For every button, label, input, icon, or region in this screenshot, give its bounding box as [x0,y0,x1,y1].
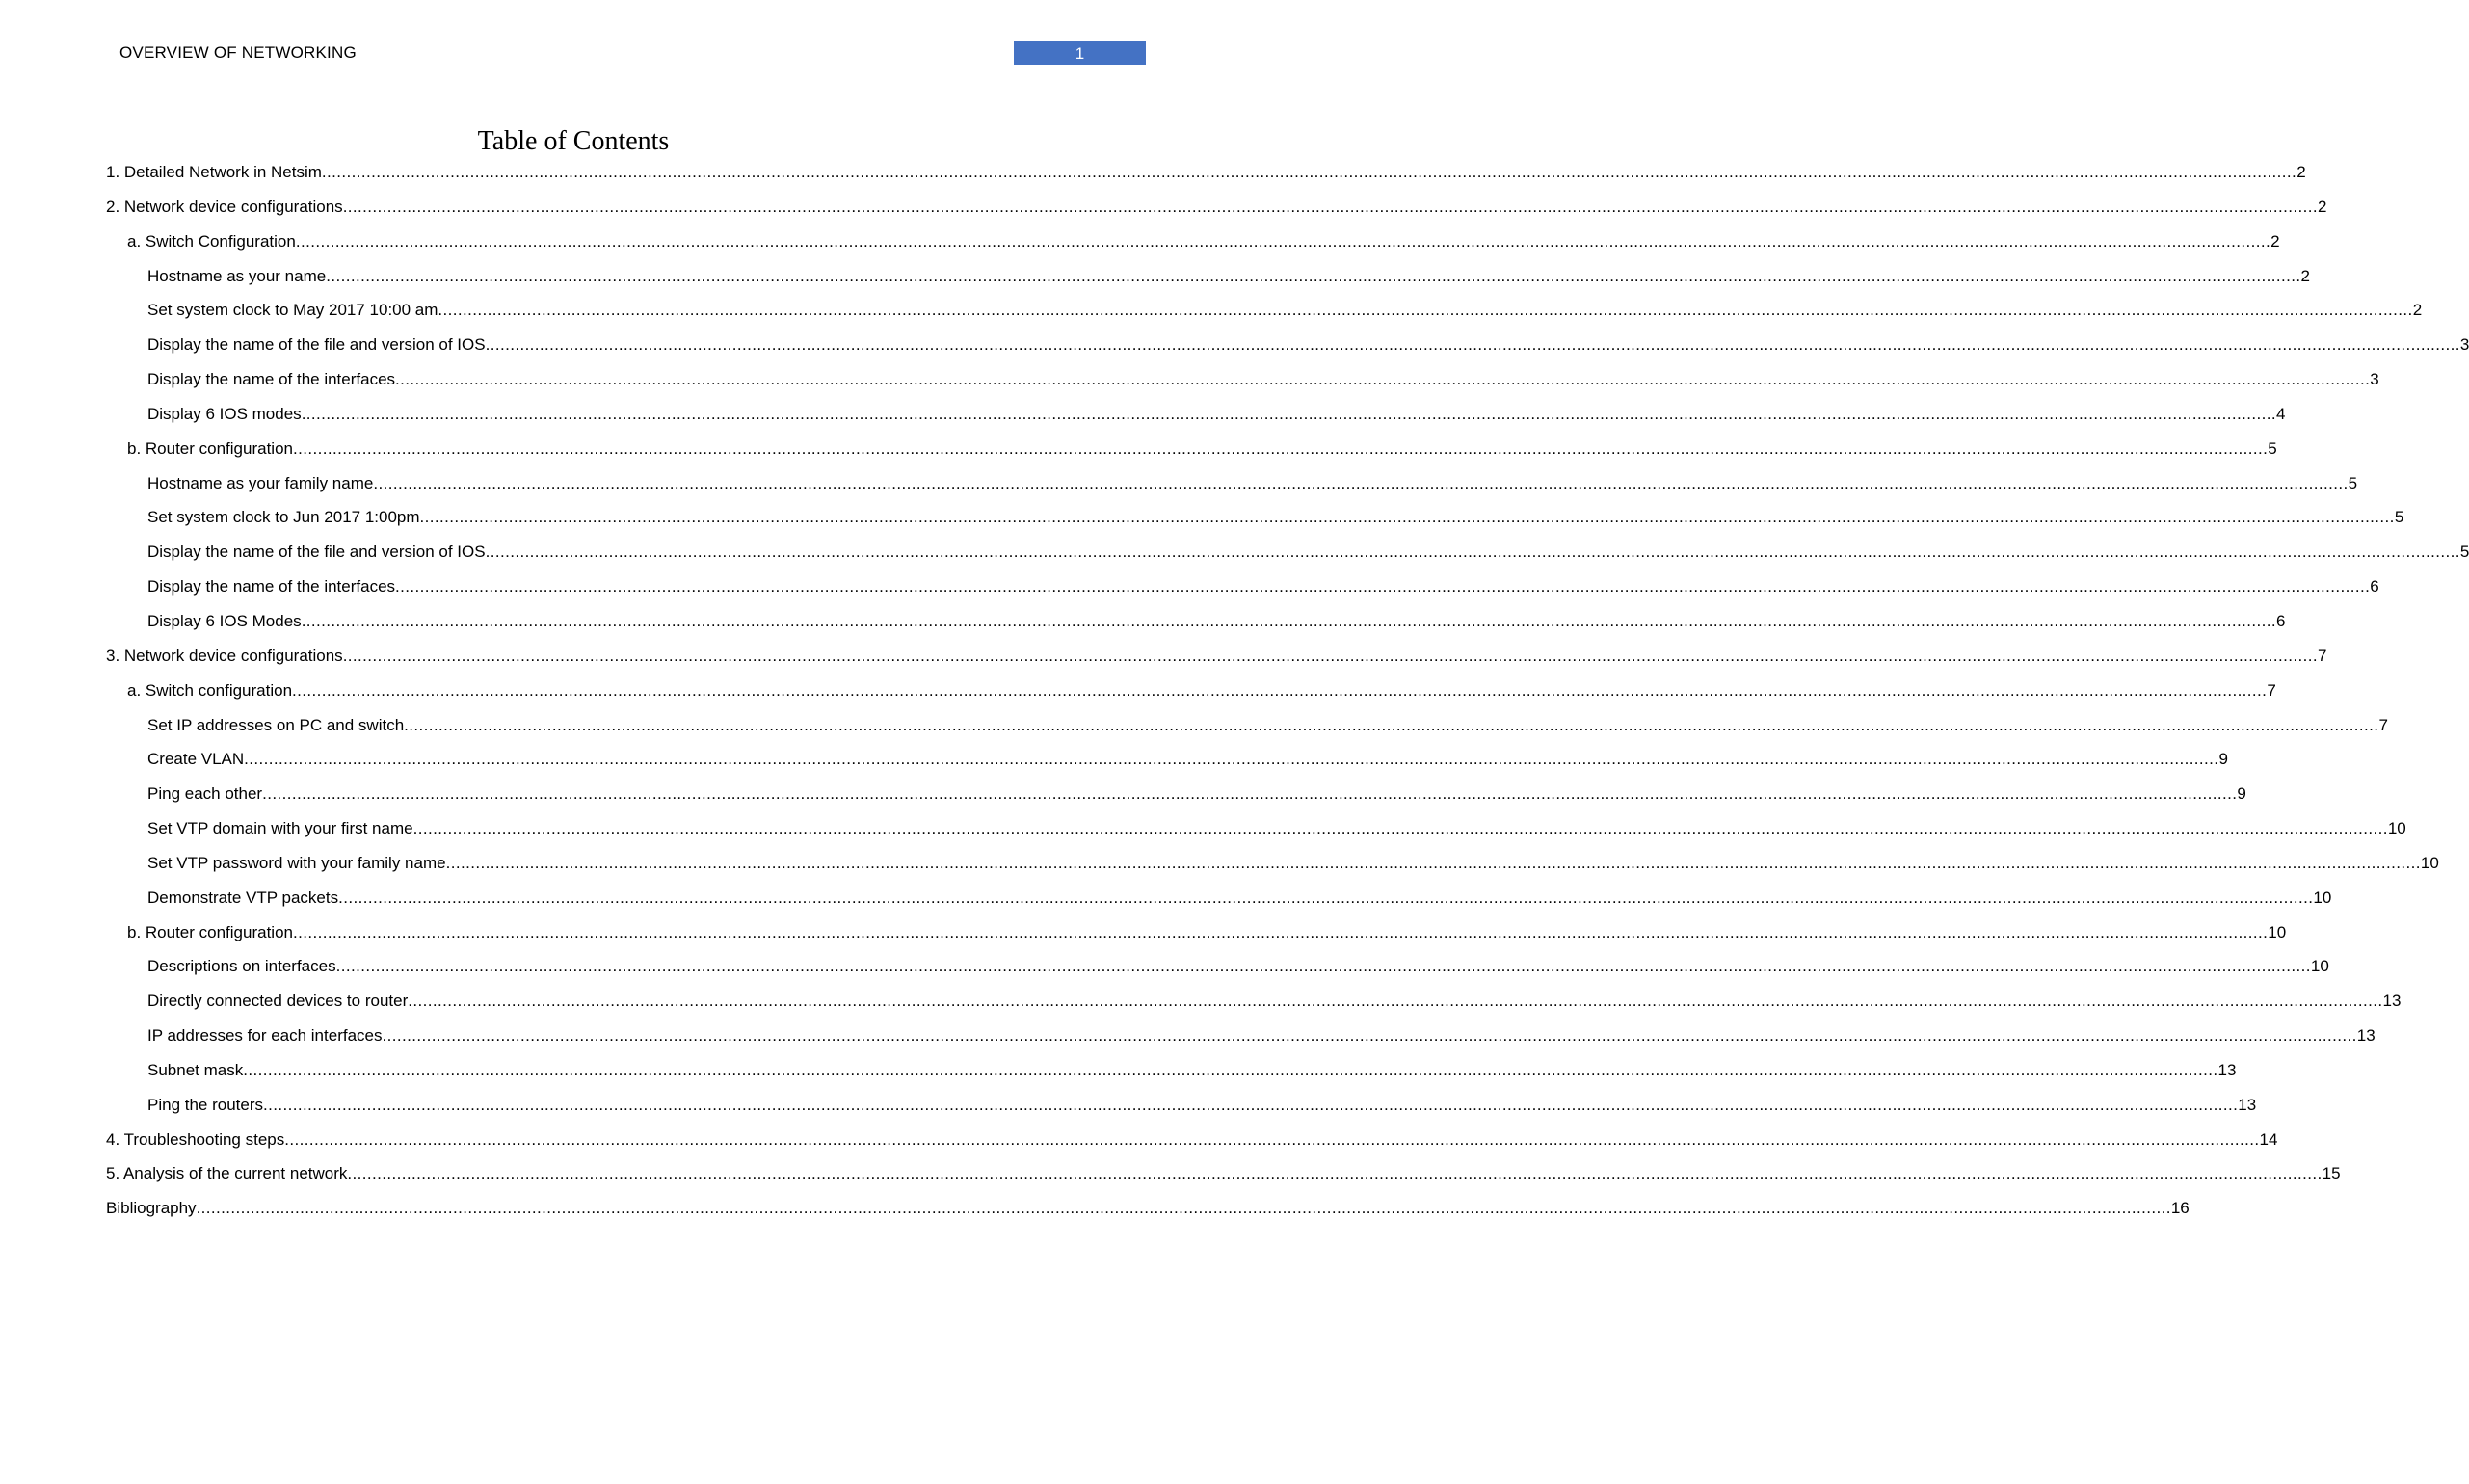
page-number-badge: 1 [1014,41,1146,65]
toc-entry-label: Display 6 IOS Modes [147,611,302,630]
toc-dot-leader: ................................................................................................................................................................................................................................................................................................................................................................................................................ [293,438,2269,458]
toc-entry-label: Set VTP domain with your first name [147,819,413,838]
toc-entry-page-number: 5 [2268,438,2277,458]
toc-entry-page-number: 5 [2459,543,2469,562]
toc-entry-label: Set IP addresses on PC and switch [147,715,405,734]
toc-dot-leader: ................................................................................................................................................................................................................................................................................................................................................................................................................ [412,819,2388,838]
toc-dot-leader: ................................................................................................................................................................................................................................................................................................................................................................................................................ [404,715,2379,734]
toc-entry[interactable] [106,1023,2376,1058]
toc-entry[interactable] [106,367,2379,402]
toc-entry[interactable] [106,989,2402,1023]
toc-entry[interactable] [106,1127,2278,1162]
toc-entry-page-number: 2 [2412,301,2423,320]
toc-entry[interactable] [106,1058,2237,1093]
toc-entry-label: Hostname as your family name [147,473,374,492]
toc-entry[interactable] [106,609,2286,644]
toc-entry[interactable] [106,816,2406,851]
toc-entry-label: 4. Troubleshooting steps [106,1129,285,1149]
toc-dot-leader: ................................................................................................................................................................................................................................................................................................................................................................................................................ [244,750,2219,769]
table-of-contents [106,160,2469,1231]
toc-entry-label: Subnet mask [147,1060,244,1079]
toc-entry[interactable] [106,505,2404,540]
toc-entry-label: Set system clock to Jun 2017 1:00pm [147,508,420,527]
toc-entry-label: Hostname as your name [147,266,327,285]
toc-entry-page-number: 10 [2268,922,2287,941]
toc-entry[interactable] [106,298,2423,332]
toc-entry-page-number: 13 [2356,1026,2376,1046]
toc-entry[interactable] [106,471,2358,506]
toc-dot-leader: ................................................................................................................................................................................................................................................................................................................................................................................................................ [293,922,2269,941]
toc-dot-leader: ................................................................................................................................................................................................................................................................................................................................................................................................................ [438,301,2413,320]
toc-dot-leader: ................................................................................................................................................................................................................................................................................................................................................................................................................ [262,784,2238,804]
toc-dot-leader: ................................................................................................................................................................................................................................................................................................................................................................................................................ [342,646,2318,665]
toc-dot-leader: ................................................................................................................................................................................................................................................................................................................................................................................................................ [382,1026,2357,1046]
toc-dot-leader: ................................................................................................................................................................................................................................................................................................................................................................................................................ [301,611,2276,630]
toc-dot-leader: ................................................................................................................................................................................................................................................................................................................................................................................................................ [395,577,2371,596]
toc-entry[interactable] [106,332,2469,367]
toc-entry-label: a. Switch Configuration [127,231,296,251]
toc-entry-page-number: 13 [2217,1060,2237,1079]
toc-entry[interactable] [106,782,2246,816]
toc-dot-leader: ................................................................................................................................................................................................................................................................................................................................................................................................................ [347,1164,2323,1183]
toc-entry[interactable] [106,195,2327,229]
toc-dot-leader: ................................................................................................................................................................................................................................................................................................................................................................................................................ [321,163,2297,181]
toc-entry-label: Ping each other [147,784,263,804]
toc-dot-leader: ................................................................................................................................................................................................................................................................................................................................................................................................................ [284,1129,2260,1149]
toc-entry-page-number: 13 [2238,1095,2257,1114]
toc-dot-leader: ................................................................................................................................................................................................................................................................................................................................................................................................................ [445,853,2421,872]
toc-entry-label: 5. Analysis of the current network [106,1164,348,1183]
toc-entry[interactable] [106,954,2329,989]
toc-dot-leader: ................................................................................................................................................................................................................................................................................................................................................................................................................ [292,680,2268,700]
toc-entry-page-number: 10 [2310,957,2329,976]
toc-entry[interactable] [106,920,2287,955]
toc-entry-page-number: 5 [2348,473,2358,492]
toc-entry-page-number: 6 [2370,577,2379,596]
toc-entry-label: Display the name of the file and version of IOS [147,335,486,355]
toc-entry-label: b. Router configuration [127,438,293,458]
toc-dot-leader: ................................................................................................................................................................................................................................................................................................................................................................................................................ [326,266,2301,285]
toc-dot-leader: ................................................................................................................................................................................................................................................................................................................................................................................................................ [342,197,2318,216]
toc-dot-leader: ................................................................................................................................................................................................................................................................................................................................................................................................................ [295,231,2271,251]
toc-entry-page-number: 2 [2270,231,2280,251]
toc-entry-label: 2. Network device configurations [106,197,343,216]
toc-entry-page-number: 7 [2267,680,2276,700]
toc-entry-label: 1. Detailed Network in Netsim [106,163,322,181]
toc-entry-page-number: 10 [2387,819,2406,838]
toc-dot-leader: ................................................................................................................................................................................................................................................................................................................................................................................................................ [301,404,2276,423]
toc-dot-leader: ................................................................................................................................................................................................................................................................................................................................................................................................................ [243,1060,2218,1079]
toc-entry-label: Descriptions on interfaces [147,957,336,976]
toc-entry[interactable] [106,1196,2190,1231]
toc-entry-page-number: 10 [2313,888,2332,907]
toc-entry[interactable] [106,713,2388,748]
toc-entry-label: Bibliography [106,1199,197,1218]
toc-entry[interactable] [106,264,2310,299]
toc-entry-page-number: 13 [2382,992,2402,1011]
running-header-title: OVERVIEW OF NETWORKING [119,43,357,62]
toc-entry[interactable] [106,229,2280,264]
toc-entry-page-number: 9 [2237,784,2246,804]
toc-entry-label: a. Switch configuration [127,680,293,700]
toc-entry-page-number: 2 [2317,197,2327,216]
toc-entry[interactable] [106,851,2439,886]
toc-entry[interactable] [106,644,2327,678]
toc-entry-page-number: 6 [2275,611,2286,630]
toc-entry[interactable] [106,1161,2341,1196]
toc-dot-leader: ................................................................................................................................................................................................................................................................................................................................................................................................................ [335,957,2311,976]
toc-entry[interactable] [106,574,2379,609]
toc-dot-leader: ................................................................................................................................................................................................................................................................................................................................................................................................................ [485,335,2460,355]
toc-title: Table of Contents [477,126,670,156]
toc-entry-page-number: 15 [2322,1164,2341,1183]
toc-entry-page-number: 14 [2259,1129,2278,1149]
toc-entry-page-number: 7 [2317,646,2327,665]
toc-entry[interactable] [106,402,2286,437]
toc-entry-page-number: 7 [2378,715,2388,734]
toc-entry-label: Directly connected devices to router [147,992,409,1011]
toc-entry-label: Set VTP password with your family name [147,853,446,872]
toc-entry[interactable] [106,160,2306,195]
toc-dot-leader: ................................................................................................................................................................................................................................................................................................................................................................................................................ [419,508,2395,527]
toc-entry-label: IP addresses for each interfaces [147,1026,383,1046]
toc-entry-page-number: 2 [2300,266,2310,285]
toc-entry-label: Display the name of the interfaces [147,577,396,596]
toc-dot-leader: ................................................................................................................................................................................................................................................................................................................................................................................................................ [395,370,2371,389]
toc-dot-leader: ................................................................................................................................................................................................................................................................................................................................................................................................................ [373,473,2349,492]
toc-entry-page-number: 16 [2170,1199,2190,1218]
toc-dot-leader: ................................................................................................................................................................................................................................................................................................................................................................................................................ [408,992,2383,1011]
toc-entry-label: Set system clock to May 2017 10:00 am [147,301,438,320]
toc-entry-label: Create VLAN [147,750,245,769]
toc-entry[interactable] [106,678,2276,713]
toc-entry[interactable] [106,747,2228,782]
toc-entry-label: Display the name of the file and version of IOS [147,543,486,562]
toc-entry-page-number: 3 [2370,370,2379,389]
toc-entry-label: Demonstrate VTP packets [147,888,339,907]
toc-entry[interactable] [106,886,2332,920]
toc-dot-leader: ................................................................................................................................................................................................................................................................................................................................................................................................................ [338,888,2314,907]
toc-entry-label: Display the name of the interfaces [147,370,396,389]
toc-entry-page-number: 2 [2296,163,2306,181]
toc-entry-label: 3. Network device configurations [106,646,343,665]
toc-entry[interactable] [106,540,2469,574]
toc-dot-leader: ................................................................................................................................................................................................................................................................................................................................................................................................................ [485,543,2460,562]
toc-entry-page-number: 9 [2218,750,2228,769]
toc-entry-page-number: 10 [2420,853,2439,872]
toc-entry-label: Display 6 IOS modes [147,404,302,423]
toc-entry-label: Ping the routers [147,1095,264,1114]
toc-entry-page-number: 4 [2275,404,2286,423]
toc-entry-label: b. Router configuration [127,922,293,941]
toc-entry[interactable] [106,1093,2257,1127]
toc-entry[interactable] [106,437,2277,471]
toc-dot-leader: ................................................................................................................................................................................................................................................................................................................................................................................................................ [263,1095,2239,1114]
toc-entry-page-number: 3 [2459,335,2469,355]
toc-dot-leader: ................................................................................................................................................................................................................................................................................................................................................................................................................ [196,1199,2171,1218]
toc-entry-page-number: 5 [2394,508,2404,527]
